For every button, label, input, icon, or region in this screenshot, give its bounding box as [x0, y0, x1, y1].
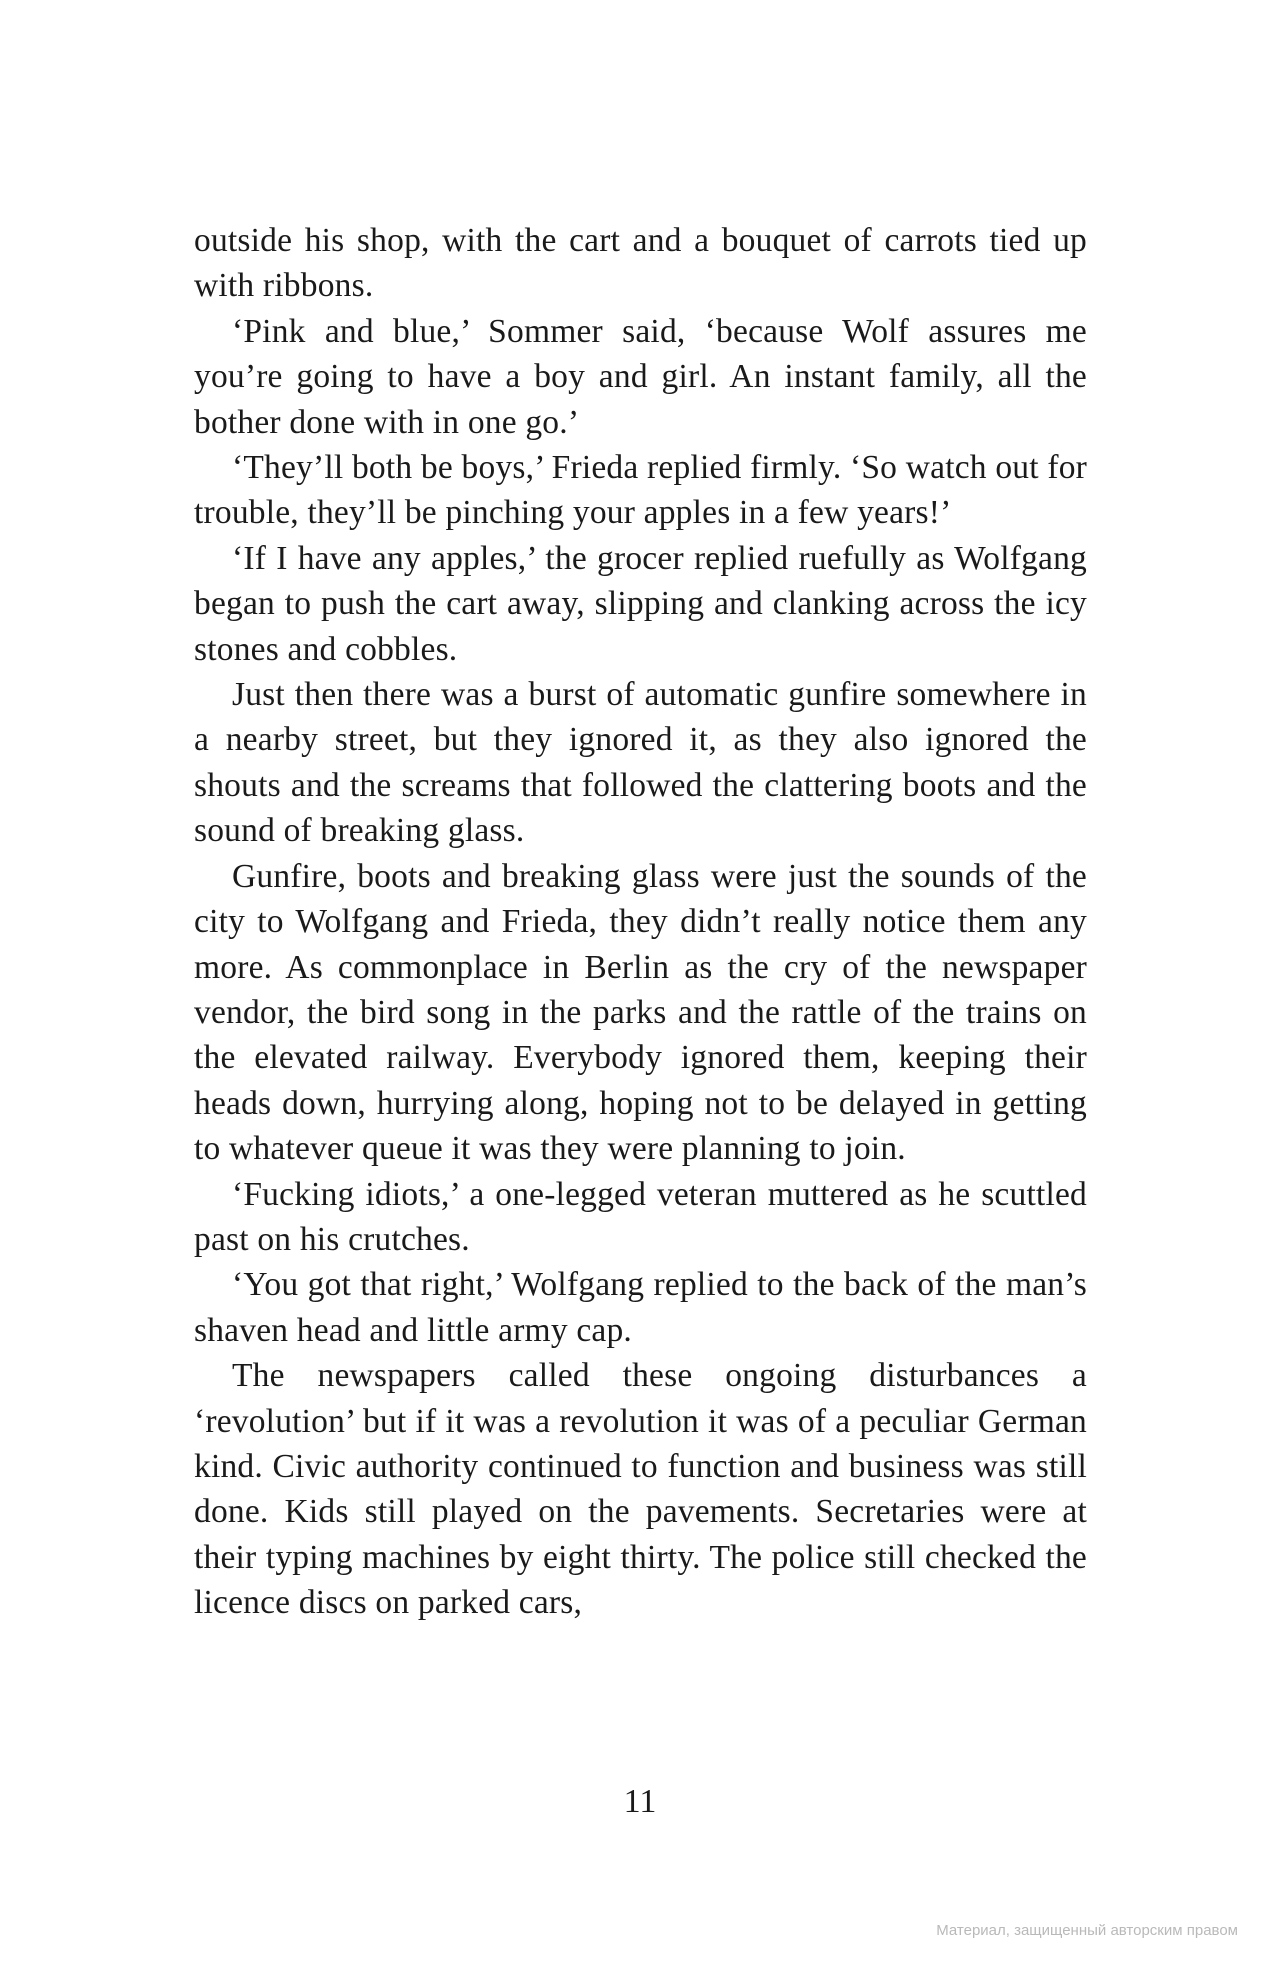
- body-text: [194, 218, 1087, 1626]
- paragraph-7: ‘Fucking idiots,’ a one-legged veteran muttered as he scuttled past on his crutches.: [194, 1175, 1087, 1258]
- paragraph-5: Just then there was a burst of automatic gunfire somewhere in a nearby street, but they ignored it, as they also ignored the shouts and the screams that followed the clattering boots and the sound of breaking glass.: [194, 676, 1087, 850]
- paragraph-2: ‘Pink and blue,’ Sommer said, ‘because Wolf assures me you’re going to have a boy and girl. An instant family, all the bother done with in one go.’: [194, 312, 1087, 441]
- copyright-watermark: Материал, защищенный авторским правом: [936, 1922, 1238, 1939]
- page-number: 11: [623, 1783, 657, 1820]
- paragraph-1: outside his shop, with the cart and a bouquet of carrots tied up with ribbons.: [194, 222, 1087, 305]
- paragraph-6: Gunfire, boots and breaking glass were just the sounds of the city to Wolfgang and Frieda, they didn’t really notice them any more. As commonplace in Berlin as the cry of the newspaper vendor, the bird song in the parks and the rattle of the trains on the elevated railway. Everybody ignored them, keeping their heads down, hurrying along, hoping not to be delayed in getting to whatever queue it was they were planning to join.: [194, 857, 1087, 1168]
- paragraph-8: ‘You got that right,’ Wolfgang replied to the back of the man’s shaven head and little army cap.: [194, 1266, 1087, 1349]
- paragraph-9: The newspapers called these ongoing disturbances a ‘revolution’ but if it was a revolution it was of a peculiar German kind. Civic authority continued to function and business was still done. Kids still played on the pavements. Secretaries were at their typing machines by eight thirty. The police still checked the licence discs on parked cars,: [194, 1357, 1087, 1622]
- paragraph-3: ‘They’ll both be boys,’ Frieda replied firmly. ‘So watch out for trouble, they’ll be pinching your apples in a few years!’: [194, 449, 1087, 532]
- paragraph-4: ‘If I have any apples,’ the grocer replied ruefully as Wolfgang began to push the cart away, slipping and clanking across the icy stones and cobbles.: [194, 539, 1087, 668]
